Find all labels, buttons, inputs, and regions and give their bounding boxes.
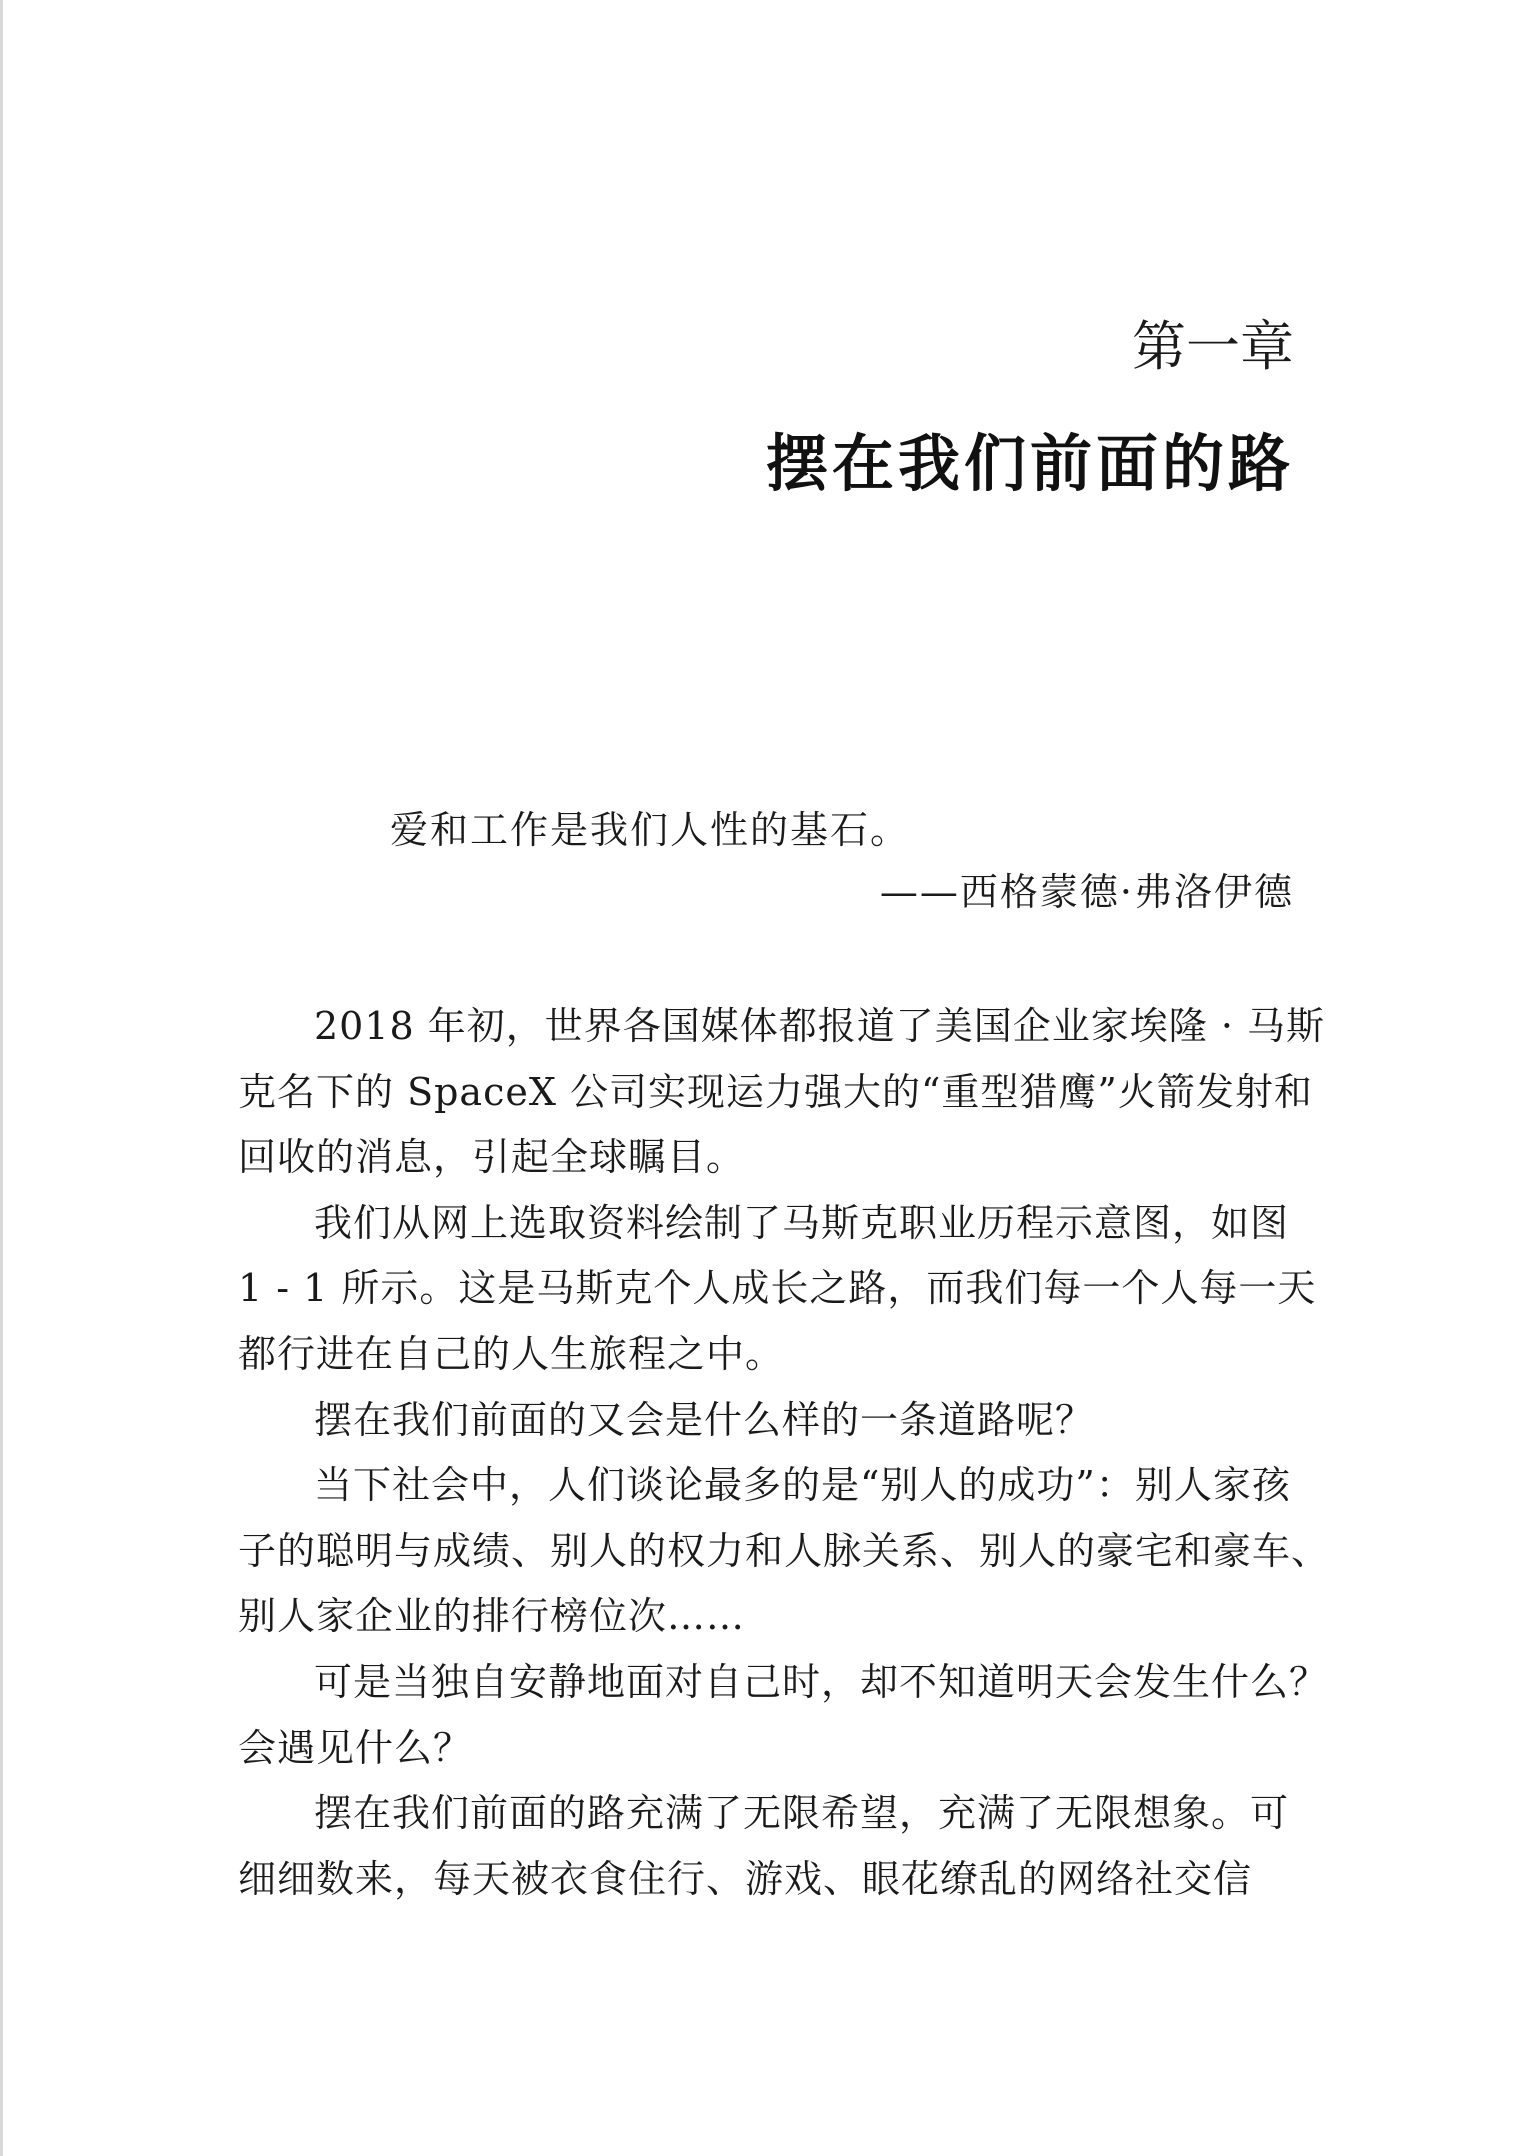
paragraph-line: 当下社会中，人们谈论最多的是“别人的成功”：别人家孩 [314,1463,1291,1508]
paragraph-line: 细细数来，每天被衣食住行、游戏、眼花缭乱的网络社交信 [238,1856,1253,1901]
paragraph-line: 摆在我们前面的路充满了无限希望，充满了无限想象。可 [314,1791,1290,1836]
page-edge [0,0,3,2156]
paragraph-line: 克名下的 SpaceX 公司实现运力强大的“重型猎鹰”火箭发射和 [238,1069,1313,1114]
body-text [238,994,1331,1912]
paragraph-line: 回收的消息，引起全球瞩目。 [238,1135,746,1180]
paragraph-line: 会遇见什么？ [238,1725,473,1770]
epigraph-quote: 爱和工作是我们人性的基石。 [390,808,911,852]
epigraph-author: ——西格蒙德·弗洛伊德 [879,870,1294,914]
paragraph-line: 2018 年初，世界各国媒体都报道了美国企业家埃隆 · 马斯 [314,1004,1326,1048]
paragraph-line: 可是当独自安静地面对自己时，却不知道明天会发生什么？ [314,1659,1329,1704]
paragraph-line: 1 - 1 所示。这是马斯克个人成长之路，而我们每一个人每一天 [238,1266,1317,1311]
paragraph-line: 子的聪明与成绩、别人的权力和人脉关系、别人的豪宅和豪车、 [238,1528,1331,1573]
chapter-number: 第一章 [1132,315,1294,378]
paragraph-line: 别人家企业的排行榜位次…… [238,1594,746,1639]
paragraph-line: 我们从网上选取资料绘制了马斯克职业历程示意图，如图 [314,1200,1290,1245]
paragraph-line: 都行进在自己的人生旅程之中。 [238,1331,785,1376]
paragraph-line: 摆在我们前面的又会是什么样的一条道路呢？ [314,1397,1095,1442]
chapter-title: 摆在我们前面的路 [765,427,1294,500]
